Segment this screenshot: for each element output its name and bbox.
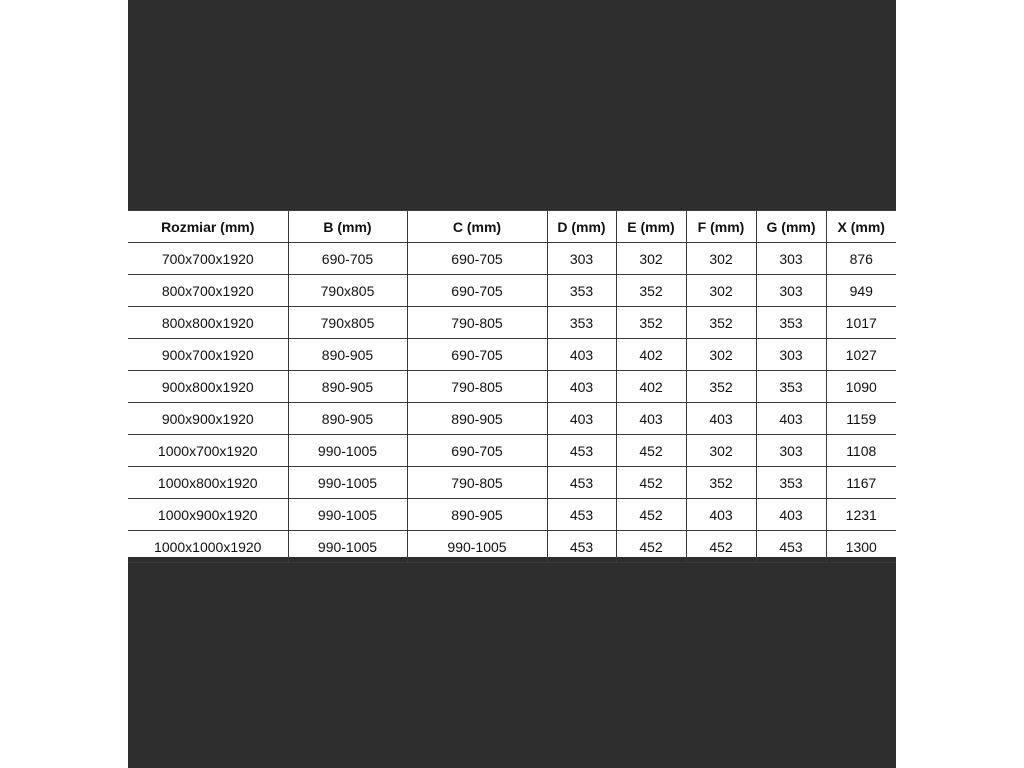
table-cell: 900x800x1920 [128, 371, 288, 403]
table-cell: 1300 [826, 531, 896, 563]
table-cell: 790-805 [407, 371, 547, 403]
table-cell: 890-905 [288, 339, 407, 371]
table-cell: 900x900x1920 [128, 403, 288, 435]
table-cell: 1027 [826, 339, 896, 371]
table-cell: 353 [547, 307, 616, 339]
table-cell: 949 [826, 275, 896, 307]
table-cell: 690-705 [407, 435, 547, 467]
table-cell: 302 [686, 435, 756, 467]
table-cell: 453 [547, 499, 616, 531]
table-row [128, 435, 896, 467]
table-cell: 790-805 [407, 307, 547, 339]
header-rozmiar: Rozmiar (mm) [128, 211, 288, 243]
table-cell: 700x700x1920 [128, 243, 288, 275]
dimensions-table-container [128, 208, 896, 559]
table-cell: 403 [547, 371, 616, 403]
table-cell: 790x805 [288, 307, 407, 339]
table-cell: 352 [686, 467, 756, 499]
table-cell: 453 [547, 435, 616, 467]
table-cell: 690-705 [288, 243, 407, 275]
table-cell: 352 [686, 371, 756, 403]
table-row [128, 403, 896, 435]
header-b: B (mm) [288, 211, 407, 243]
table-cell: 890-905 [288, 403, 407, 435]
table-cell: 990-1005 [407, 531, 547, 563]
table-cell: 453 [756, 531, 826, 563]
header-e: E (mm) [616, 211, 686, 243]
table-cell: 800x700x1920 [128, 275, 288, 307]
table-cell: 890-905 [407, 403, 547, 435]
table-cell: 453 [547, 531, 616, 563]
table-row [128, 339, 896, 371]
table-cell: 302 [686, 243, 756, 275]
table-cell: 990-1005 [288, 435, 407, 467]
table-row [128, 499, 896, 531]
table-cell: 690-705 [407, 243, 547, 275]
table-cell: 453 [547, 467, 616, 499]
table-row [128, 371, 896, 403]
table-cell: 403 [756, 499, 826, 531]
table-cell: 303 [756, 275, 826, 307]
table-cell: 1000x700x1920 [128, 435, 288, 467]
table-cell: 403 [686, 499, 756, 531]
table-cell: 452 [616, 531, 686, 563]
image-canvas [128, 0, 896, 768]
table-cell: 302 [616, 243, 686, 275]
table-cell: 990-1005 [288, 467, 407, 499]
table-cell: 990-1005 [288, 531, 407, 563]
table-cell: 790-805 [407, 467, 547, 499]
table-cell: 1167 [826, 467, 896, 499]
table-cell: 352 [616, 307, 686, 339]
table-cell: 403 [616, 403, 686, 435]
table-cell: 690-705 [407, 275, 547, 307]
header-f: F (mm) [686, 211, 756, 243]
table-row [128, 275, 896, 307]
table-cell: 302 [686, 275, 756, 307]
table-cell: 990-1005 [288, 499, 407, 531]
table-cell: 403 [686, 403, 756, 435]
table-cell: 452 [686, 531, 756, 563]
table-row [128, 243, 896, 275]
table-row [128, 467, 896, 499]
table-cell: 1159 [826, 403, 896, 435]
header-x: X (mm) [826, 211, 896, 243]
header-g: G (mm) [756, 211, 826, 243]
table-cell: 353 [756, 371, 826, 403]
table-cell: 452 [616, 435, 686, 467]
table-cell: 353 [756, 307, 826, 339]
table-cell: 1231 [826, 499, 896, 531]
table-cell: 1000x900x1920 [128, 499, 288, 531]
table-cell: 403 [547, 403, 616, 435]
table-cell: 900x700x1920 [128, 339, 288, 371]
table-cell: 890-905 [288, 371, 407, 403]
table-cell: 1017 [826, 307, 896, 339]
table-cell: 353 [756, 467, 826, 499]
table-cell: 452 [616, 467, 686, 499]
table-cell: 303 [756, 243, 826, 275]
table-cell: 890-905 [407, 499, 547, 531]
table-row [128, 307, 896, 339]
table-header-row [128, 211, 896, 243]
table-cell: 402 [616, 339, 686, 371]
header-d: D (mm) [547, 211, 616, 243]
table-cell: 353 [547, 275, 616, 307]
table-cell: 876 [826, 243, 896, 275]
table-cell: 402 [616, 371, 686, 403]
dimensions-table [128, 210, 896, 563]
table-cell: 303 [547, 243, 616, 275]
table-cell: 303 [756, 435, 826, 467]
table-cell: 690-705 [407, 339, 547, 371]
table-cell: 800x800x1920 [128, 307, 288, 339]
table-row [128, 531, 896, 563]
table-cell: 302 [686, 339, 756, 371]
table-cell: 452 [616, 499, 686, 531]
table-cell: 1000x1000x1920 [128, 531, 288, 563]
table-cell: 1000x800x1920 [128, 467, 288, 499]
table-cell: 303 [756, 339, 826, 371]
table-cell: 403 [756, 403, 826, 435]
table-cell: 352 [616, 275, 686, 307]
table-cell: 1090 [826, 371, 896, 403]
table-cell: 352 [686, 307, 756, 339]
table-cell: 790x805 [288, 275, 407, 307]
header-c: C (mm) [407, 211, 547, 243]
table-cell: 403 [547, 339, 616, 371]
table-cell: 1108 [826, 435, 896, 467]
